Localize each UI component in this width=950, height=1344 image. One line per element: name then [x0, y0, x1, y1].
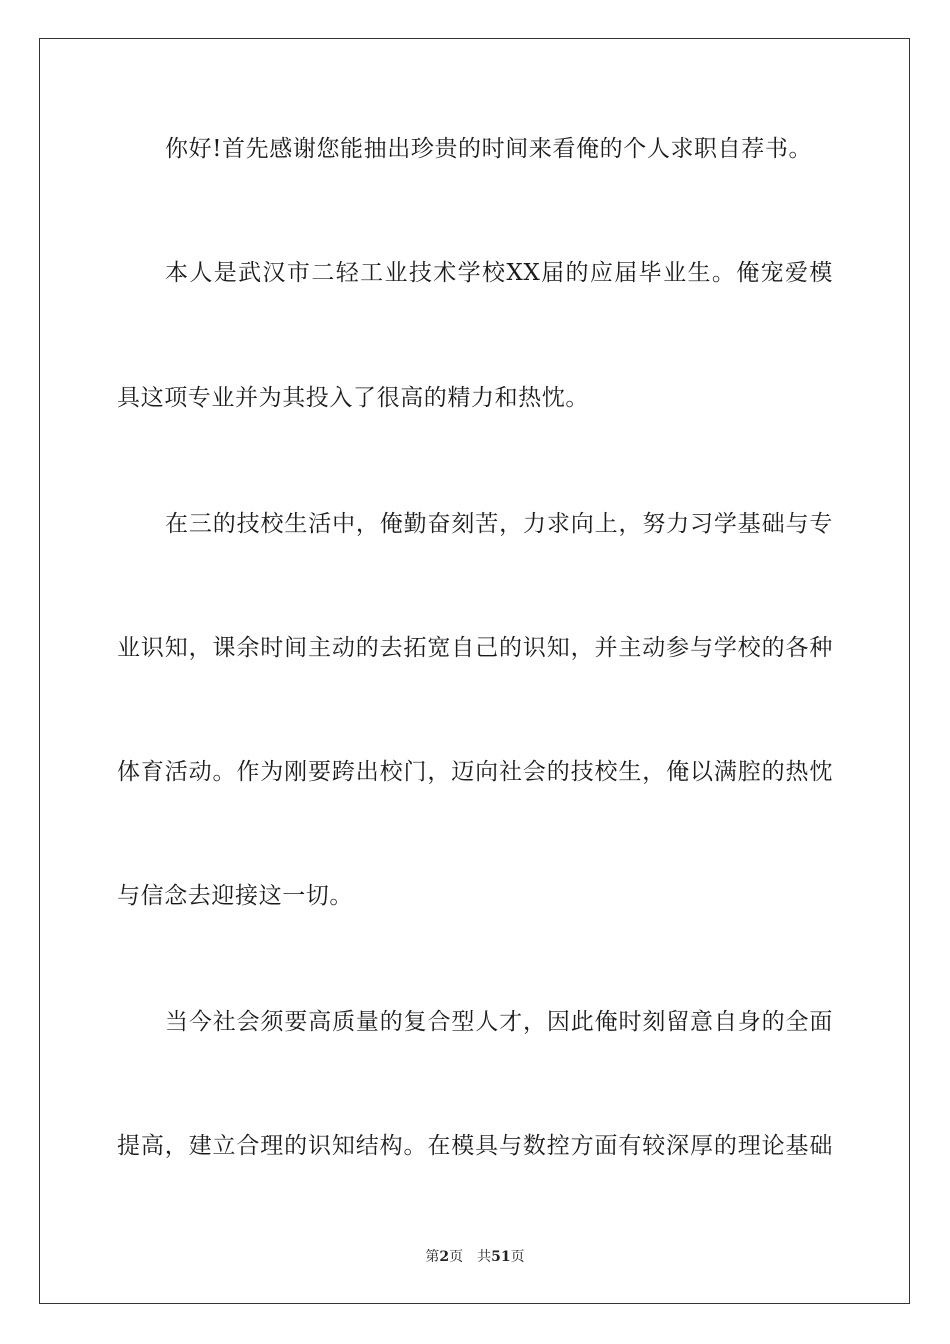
paragraph-line-9: 提高，建立合理的识知结构。在模具与数控方面有较深厚的理论基础 [117, 1133, 833, 1159]
footer-total-suffix: 页 [510, 1249, 525, 1265]
paragraph-line-5: 业识知，课余时间主动的去拓宽自己的识知，并主动参与学校的各种 [117, 635, 833, 661]
footer-page-number: 2 [439, 1249, 450, 1265]
paragraph-line-1: 你好!首先感谢您能抽出珍贵的时间来看俺的个人求职自荐书。 [165, 136, 813, 162]
paragraph-line-2: 本人是武汉市二轻工业技术学校XX届的应届毕业生。俺宠爱模 [165, 260, 833, 286]
paragraph-line-8: 当今社会须要高质量的复合型人才，因此俺时刻留意自身的全面 [165, 1009, 833, 1035]
footer-total-pages: 51 [491, 1249, 511, 1265]
paragraph-line-7: 与信念去迎接这一切。 [117, 883, 353, 909]
paragraph-line-4: 在三的技校生活中，俺勤奋刻苦，力求向上，努力习学基础与专 [165, 511, 833, 537]
page-footer [0, 1248, 950, 1266]
footer-total-prefix: 共 [477, 1249, 492, 1265]
page-frame [39, 38, 910, 1304]
paragraph-line-3: 具这项专业并为其投入了很高的精力和热忱。 [117, 385, 589, 411]
footer-page-suffix: 页 [449, 1249, 464, 1265]
footer-page-prefix: 第 [425, 1249, 440, 1265]
paragraph-line-6: 体育活动。作为刚要跨出校门，迈向社会的技校生，俺以满腔的热忱 [117, 759, 833, 785]
